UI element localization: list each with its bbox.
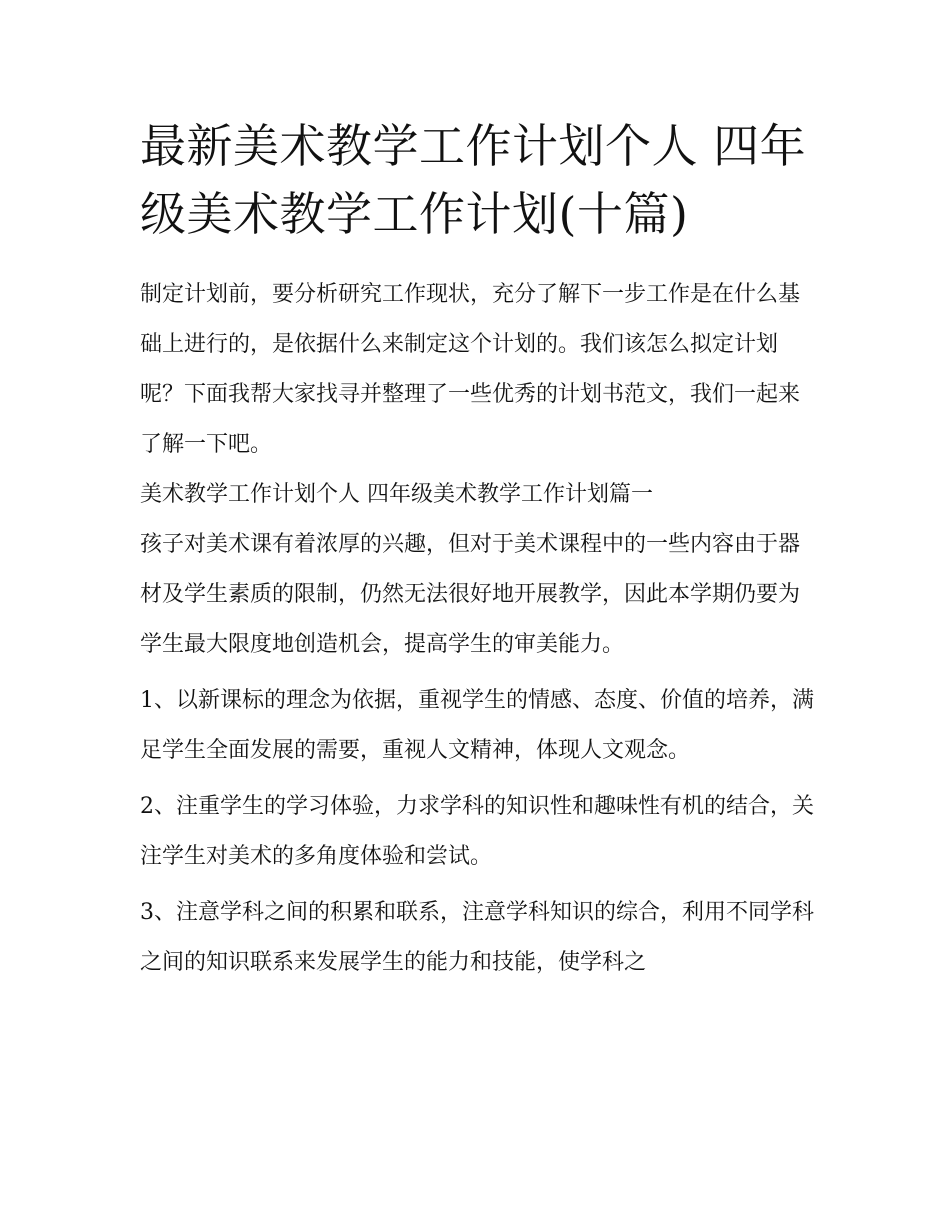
document-title: 最新美术教学工作计划个人 四年级美术教学工作计划(十篇) <box>140 119 807 241</box>
list-item-3: 3、注意学科之间的积累和联系，注意学科知识的综合，利用不同学科之间的知识联系来发展学生的能力和技能，使学科之 <box>140 900 814 975</box>
list-item-2: 2、注重学生的学习体验，力求学科的知识性和趣味性有机的结合，关注学生对美术的多角度体验和尝试。 <box>140 794 814 869</box>
document-body <box>140 112 820 988</box>
list-item-1: 1、以新课标的理念为依据，重视学生的情感、态度、价值的培养，满足学生全面发展的需要，重视人文精神，体现人文观念。 <box>140 688 814 763</box>
body-paragraph: 孩子对美术课有着浓厚的兴趣，但对于美术课程中的一些内容由于器材及学生素质的限制，仍然无法很好地开展教学，因此本学期仍要为学生最大限度地创造机会，提高学生的审美能力。 <box>140 532 801 657</box>
section-heading: 美术教学工作计划个人 四年级美术教学工作计划篇一 <box>140 482 653 507</box>
intro-paragraph: 制定计划前，要分析研究工作现状，充分了解下一步工作是在什么基础上进行的，是依据什么来制定这个计划的。我们该怎么拟定计划呢？下面我帮大家找寻并整理了一些优秀的计划书范文，我们一起来了解一下吧。 <box>140 282 801 457</box>
